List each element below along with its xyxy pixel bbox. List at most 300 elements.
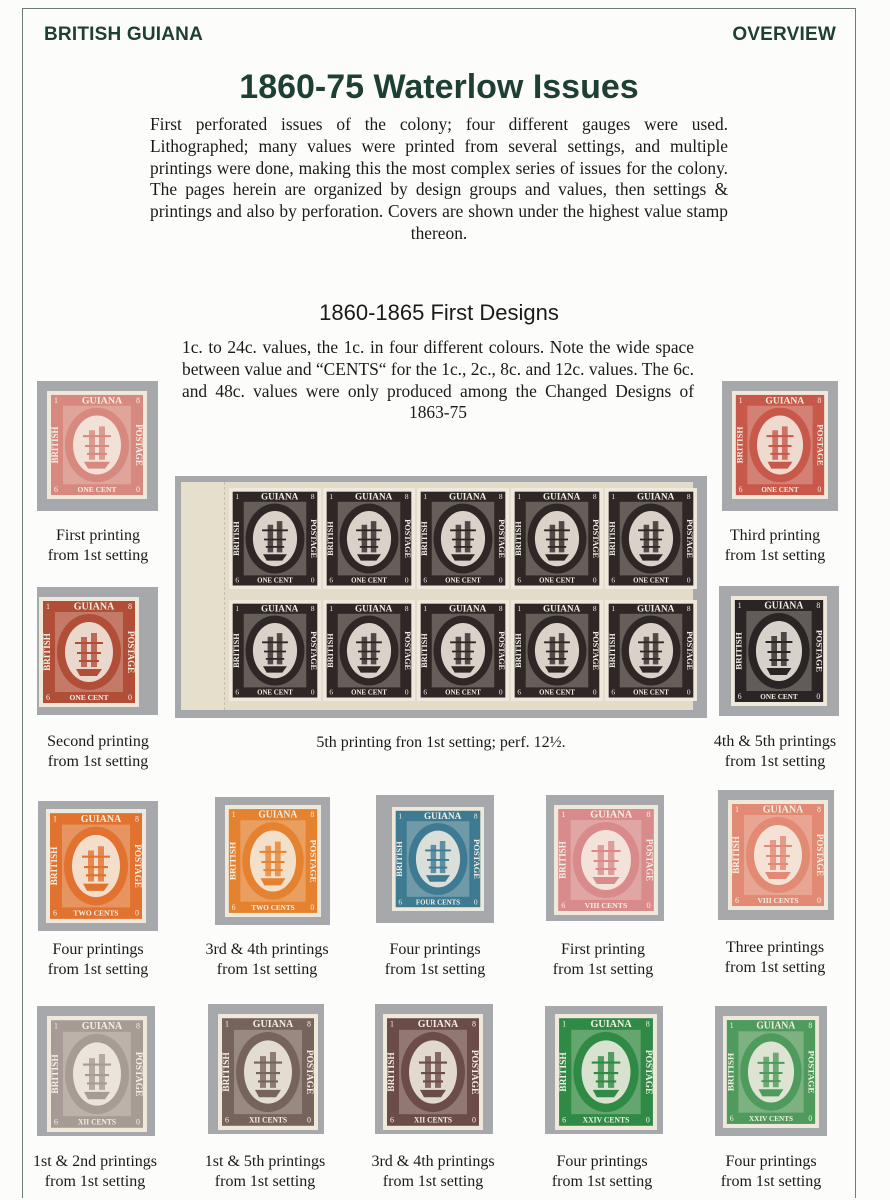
svg-text:1: 1 — [54, 1021, 58, 1031]
svg-text:1: 1 — [562, 1019, 567, 1029]
caption-line: 3rd & 4th printings — [371, 1153, 495, 1170]
stamp-design — [46, 809, 146, 923]
svg-text:0: 0 — [686, 575, 691, 585]
svg-text:8: 8 — [307, 1019, 311, 1029]
caption-line: from 1st setting — [551, 1173, 653, 1190]
svg-text:GUIANA: GUIANA — [354, 603, 393, 614]
svg-text:POSTAGE: POSTAGE — [308, 519, 318, 559]
svg-text:6: 6 — [329, 687, 334, 697]
svg-text:POSTAGE: POSTAGE — [126, 630, 136, 674]
svg-text:6: 6 — [235, 687, 240, 697]
svg-text:XII CENTS: XII CENTS — [413, 1115, 453, 1125]
caption-line: from 1st setting — [724, 753, 826, 770]
svg-text:BRITISH: BRITISH — [227, 841, 238, 881]
block-stamp — [605, 600, 697, 708]
stamp-design — [417, 600, 509, 701]
svg-text:8: 8 — [686, 604, 691, 614]
svg-text:ONE CENT: ONE CENT — [257, 689, 293, 697]
caption-line: Three printings — [725, 939, 825, 956]
svg-text:BRITISH: BRITISH — [514, 521, 524, 556]
caption-line: Four printings — [556, 1153, 648, 1170]
stamp-image — [392, 807, 484, 911]
svg-text:POSTAGE: POSTAGE — [133, 844, 143, 888]
svg-text:6: 6 — [225, 1115, 229, 1125]
svg-text:8: 8 — [472, 1019, 476, 1029]
svg-text:BRITISH: BRITISH — [50, 1054, 60, 1094]
subsection-title: 1860-1865 First Designs — [319, 300, 559, 325]
svg-text:POSTAGE: POSTAGE — [402, 519, 412, 559]
svg-text:GUIANA: GUIANA — [252, 1018, 294, 1031]
svg-text:ONE CENT: ONE CENT — [69, 693, 109, 702]
stamp-block-mount — [175, 476, 707, 718]
stamp-caption — [680, 732, 870, 772]
svg-text:6: 6 — [611, 687, 616, 697]
svg-text:0: 0 — [128, 693, 132, 702]
svg-text:POSTAGE: POSTAGE — [133, 424, 145, 466]
svg-text:POSTAGE: POSTAGE — [590, 519, 600, 559]
caption-line: First printing — [55, 527, 140, 544]
stamp-mount — [722, 381, 838, 511]
caption-line: Second printing — [47, 733, 149, 750]
svg-text:1: 1 — [517, 604, 522, 614]
stamp-image — [383, 1014, 483, 1130]
svg-text:ONE CENT: ONE CENT — [77, 485, 117, 495]
svg-text:POSTAGE: POSTAGE — [402, 631, 412, 671]
svg-text:ONE CENT: ONE CENT — [539, 577, 575, 585]
stamp-caption — [3, 940, 193, 980]
stamp-caption — [680, 526, 870, 566]
caption-line: from 1st setting — [552, 961, 654, 978]
stamp-mount — [376, 795, 494, 923]
svg-text:8: 8 — [592, 604, 597, 614]
caption-line: 1st & 2nd printings — [32, 1153, 157, 1170]
stamp-mount — [718, 790, 834, 920]
stamp-design — [218, 1014, 318, 1130]
svg-text:XXIV CENTS: XXIV CENTS — [749, 1113, 793, 1123]
svg-text:GUIANA: GUIANA — [80, 813, 122, 826]
svg-text:8: 8 — [498, 604, 503, 614]
svg-text:8: 8 — [310, 492, 315, 502]
svg-text:GUIANA: GUIANA — [258, 809, 298, 821]
svg-text:1: 1 — [54, 395, 58, 405]
svg-text:GUIANA: GUIANA — [764, 600, 804, 612]
caption-line: from 1st setting — [47, 753, 149, 770]
caption-line: 3rd & 4th printings — [205, 941, 329, 958]
svg-text:8: 8 — [498, 492, 503, 502]
stamp-image — [46, 809, 146, 923]
svg-text:GUIANA: GUIANA — [636, 491, 675, 502]
svg-text:1: 1 — [231, 810, 236, 820]
svg-text:1: 1 — [517, 492, 522, 502]
stamp-design — [229, 488, 321, 589]
stamp-image — [555, 1014, 657, 1130]
svg-text:8: 8 — [310, 604, 315, 614]
svg-text:0: 0 — [498, 575, 503, 585]
svg-text:GUIANA: GUIANA — [448, 491, 487, 502]
svg-text:BRITISH: BRITISH — [49, 846, 59, 886]
svg-text:GUIANA: GUIANA — [73, 601, 115, 613]
svg-text:BRITISH: BRITISH — [608, 521, 618, 556]
caption-line: First printing — [560, 941, 645, 958]
svg-text:BRITISH: BRITISH — [49, 426, 61, 464]
svg-text:POSTAGE: POSTAGE — [815, 833, 825, 877]
svg-text:0: 0 — [310, 575, 315, 585]
svg-text:XXIV CENTS: XXIV CENTS — [582, 1115, 630, 1125]
svg-text:8: 8 — [404, 604, 409, 614]
svg-text:ONE CENT: ONE CENT — [445, 689, 481, 697]
svg-text:POSTAGE: POSTAGE — [590, 631, 600, 671]
svg-text:ONE CENT: ONE CENT — [257, 577, 293, 585]
stamp-image — [732, 391, 828, 499]
svg-text:6: 6 — [423, 575, 428, 585]
svg-text:ONE CENT: ONE CENT — [633, 577, 669, 585]
svg-text:GUIANA: GUIANA — [590, 1019, 632, 1031]
svg-text:POSTAGE: POSTAGE — [470, 1049, 480, 1095]
svg-text:ONE CENT: ONE CENT — [351, 689, 387, 697]
stamp-design — [47, 1016, 147, 1132]
stamp-design — [225, 805, 321, 917]
svg-text:GUIANA: GUIANA — [354, 491, 393, 502]
caption-line: from 1st setting — [44, 1173, 146, 1190]
block-stamp — [229, 600, 321, 708]
svg-text:ONE CENT: ONE CENT — [445, 577, 481, 585]
stamp-mount — [215, 797, 330, 925]
stamp-image — [225, 805, 321, 917]
stamp-design — [417, 488, 509, 589]
svg-text:TWO CENTS: TWO CENTS — [73, 908, 119, 918]
svg-text:8: 8 — [310, 810, 315, 820]
stamp-mount — [719, 586, 839, 716]
stamp-design — [229, 600, 321, 701]
caption-line: Four printings — [725, 1153, 817, 1170]
stamp-caption — [338, 1152, 528, 1192]
svg-text:BRITISH: BRITISH — [326, 521, 336, 556]
stamp-mount — [545, 1006, 663, 1134]
caption-line: from 1st setting — [47, 547, 149, 564]
block-stamp — [511, 488, 603, 596]
svg-text:6: 6 — [235, 575, 240, 585]
svg-text:1: 1 — [46, 602, 50, 611]
caption-line: from 1st setting — [724, 547, 826, 564]
svg-text:8: 8 — [645, 1019, 650, 1029]
svg-text:6: 6 — [390, 1115, 394, 1125]
svg-text:1: 1 — [738, 395, 743, 405]
svg-text:6: 6 — [329, 575, 334, 585]
svg-text:8: 8 — [404, 492, 409, 502]
svg-text:BRITISH: BRITISH — [232, 521, 242, 556]
stamp-image — [218, 1014, 318, 1130]
sheet-selvage — [181, 482, 225, 710]
svg-text:1: 1 — [235, 604, 240, 614]
svg-text:XII CENTS: XII CENTS — [248, 1115, 288, 1125]
svg-text:POSTAGE: POSTAGE — [644, 838, 655, 882]
block-stamp — [417, 600, 509, 708]
svg-text:6: 6 — [54, 1117, 58, 1127]
caption-line: Third printing — [729, 527, 821, 544]
svg-text:6: 6 — [729, 1113, 734, 1123]
stamp-design — [47, 391, 147, 499]
svg-text:POSTAGE: POSTAGE — [308, 631, 318, 671]
svg-text:GUIANA: GUIANA — [636, 603, 675, 614]
svg-text:1: 1 — [611, 604, 616, 614]
svg-text:FOUR CENTS: FOUR CENTS — [415, 898, 461, 907]
svg-text:0: 0 — [307, 1115, 311, 1125]
stamp-mount — [208, 1004, 324, 1134]
svg-text:0: 0 — [817, 896, 821, 905]
block-stamp — [229, 488, 321, 596]
caption-line: from 1st setting — [724, 959, 826, 976]
stamp-caption — [172, 940, 362, 980]
svg-text:1: 1 — [611, 492, 616, 502]
block-stamp — [511, 600, 603, 708]
stamp-mount — [546, 795, 664, 921]
svg-text:BRITISH: BRITISH — [725, 1052, 736, 1092]
svg-text:VIII CENTS: VIII CENTS — [584, 901, 628, 910]
stamp-caption — [3, 526, 193, 566]
stamp-image — [554, 805, 658, 915]
svg-text:0: 0 — [808, 1113, 813, 1123]
block-caption: 5th printing fron 1st setting; perf. 12½. — [316, 734, 566, 751]
country-heading: BRITISH GUIANA — [44, 24, 204, 45]
stamp-design — [723, 1016, 819, 1128]
stamp-image — [728, 800, 828, 910]
stamp-caption — [507, 1152, 697, 1192]
caption-line: 1st & 5th printings — [204, 1153, 326, 1170]
svg-text:POSTAGE: POSTAGE — [684, 631, 694, 671]
svg-text:ONE CENT: ONE CENT — [760, 691, 798, 702]
svg-text:1: 1 — [53, 814, 57, 824]
svg-text:POSTAGE: POSTAGE — [305, 1049, 315, 1095]
svg-text:1: 1 — [729, 1021, 734, 1031]
svg-text:8: 8 — [817, 805, 821, 814]
svg-text:8: 8 — [592, 492, 597, 502]
block-stamp — [323, 488, 415, 596]
stamp-design — [732, 391, 828, 499]
svg-text:6: 6 — [398, 897, 403, 907]
svg-text:0: 0 — [310, 687, 315, 697]
svg-text:GUIANA: GUIANA — [260, 491, 299, 502]
svg-text:1: 1 — [235, 492, 240, 502]
stamp-image — [47, 1016, 147, 1132]
svg-text:6: 6 — [561, 901, 566, 910]
stamp-caption — [508, 940, 698, 980]
caption-line: from 1st setting — [216, 961, 318, 978]
block-stamp — [323, 600, 415, 708]
svg-text:VIII CENTS: VIII CENTS — [757, 896, 799, 905]
intro-text: First perforated issues of the colony; four different gauges were used. Lithographed; many values were printed from several settings, and multiple printings were done, making this the most complex series of issues for the colony. The pages herein are organized by design groups and values, then settings & printings and also by perforation. Covers are shown under the highest value stamp thereon. — [150, 114, 728, 243]
svg-text:GUIANA: GUIANA — [260, 603, 299, 614]
svg-text:BRITISH: BRITISH — [42, 633, 52, 671]
stamp-design — [511, 600, 603, 701]
svg-text:GUIANA: GUIANA — [81, 395, 123, 407]
stamp-caption — [676, 1152, 866, 1192]
svg-text:0: 0 — [686, 687, 691, 697]
stamp-block — [181, 482, 693, 710]
svg-text:6: 6 — [735, 896, 739, 905]
svg-text:BRITISH: BRITISH — [733, 632, 744, 670]
svg-text:6: 6 — [611, 575, 616, 585]
svg-text:POSTAGE: POSTAGE — [471, 839, 481, 879]
svg-text:0: 0 — [136, 485, 140, 495]
stamp-caption — [340, 940, 530, 980]
svg-text:GUIANA: GUIANA — [756, 1020, 796, 1032]
svg-text:8: 8 — [473, 811, 478, 821]
svg-text:POSTAGE: POSTAGE — [496, 631, 506, 671]
svg-text:POSTAGE: POSTAGE — [814, 629, 825, 673]
stamp-design — [554, 805, 658, 915]
stamp-image — [47, 391, 147, 499]
section-heading: OVERVIEW — [732, 24, 836, 45]
svg-text:BRITISH: BRITISH — [557, 841, 568, 879]
stamp-caption — [680, 938, 870, 978]
svg-text:GUIANA: GUIANA — [762, 804, 804, 816]
svg-text:BRITISH: BRITISH — [420, 521, 430, 556]
svg-text:0: 0 — [135, 908, 139, 918]
stamp-design — [383, 1014, 483, 1130]
svg-text:GUIANA: GUIANA — [423, 811, 462, 822]
svg-text:6: 6 — [517, 687, 522, 697]
svg-text:8: 8 — [646, 810, 651, 819]
svg-text:1: 1 — [735, 805, 739, 814]
stamp-design — [731, 596, 827, 706]
stamp-mount — [715, 1006, 827, 1136]
svg-text:0: 0 — [404, 575, 409, 585]
block-stamp — [417, 488, 509, 596]
caption-line: Four printings — [52, 941, 144, 958]
svg-text:BRITISH: BRITISH — [420, 633, 430, 668]
svg-text:1: 1 — [225, 1019, 229, 1029]
svg-text:BRITISH: BRITISH — [608, 633, 618, 668]
svg-text:1: 1 — [329, 492, 334, 502]
svg-text:8: 8 — [816, 600, 821, 611]
svg-text:0: 0 — [136, 1117, 140, 1127]
svg-text:ONE CENT: ONE CENT — [761, 486, 799, 495]
svg-text:BRITISH: BRITISH — [326, 633, 336, 668]
stamp-design — [728, 800, 828, 910]
svg-text:8: 8 — [136, 1021, 140, 1031]
svg-text:0: 0 — [472, 1115, 476, 1125]
svg-text:POSTAGE: POSTAGE — [815, 424, 826, 466]
caption-line: Four printings — [389, 941, 481, 958]
stamp-mount — [37, 381, 158, 511]
svg-text:0: 0 — [646, 901, 651, 910]
caption-line: from 1st setting — [47, 961, 149, 978]
svg-text:ONE CENT: ONE CENT — [539, 689, 575, 697]
stamp-mount — [37, 1006, 155, 1136]
caption-line: from 1st setting — [720, 1173, 822, 1190]
svg-text:8: 8 — [808, 1021, 813, 1031]
svg-text:6: 6 — [738, 485, 743, 495]
svg-text:8: 8 — [128, 602, 132, 611]
stamp-design — [323, 600, 415, 701]
svg-text:1: 1 — [561, 810, 566, 819]
svg-text:0: 0 — [816, 691, 821, 702]
stamp-image — [39, 597, 139, 707]
stamp-mount — [375, 1004, 493, 1134]
svg-text:0: 0 — [817, 485, 822, 495]
svg-text:XII CENTS: XII CENTS — [77, 1117, 117, 1127]
svg-text:1: 1 — [329, 604, 334, 614]
stamp-image — [731, 596, 827, 706]
svg-text:1: 1 — [398, 811, 403, 821]
stamp-caption — [170, 1152, 360, 1192]
svg-text:0: 0 — [645, 1115, 650, 1125]
svg-text:6: 6 — [231, 902, 236, 912]
svg-text:6: 6 — [517, 575, 522, 585]
svg-text:6: 6 — [423, 687, 428, 697]
stamp-design — [511, 488, 603, 589]
subsection-text: 1c. to 24c. values, the 1c. in four different colours. Note the wide space between value and “CENTS“ for the 1c., 2c., 8c. and 12c. values. The 6c. and 48c. values were only produced among the Changed Designs of 1863-75 — [182, 337, 694, 423]
svg-text:GUIANA: GUIANA — [448, 603, 487, 614]
stamp-design — [392, 807, 484, 911]
svg-text:BRITISH: BRITISH — [221, 1052, 231, 1092]
svg-text:0: 0 — [404, 687, 409, 697]
svg-text:6: 6 — [54, 485, 58, 495]
svg-text:0: 0 — [592, 575, 597, 585]
svg-text:8: 8 — [136, 395, 140, 405]
svg-text:1: 1 — [423, 604, 428, 614]
svg-text:POSTAGE: POSTAGE — [642, 1049, 653, 1095]
svg-text:BRITISH: BRITISH — [734, 426, 745, 464]
page-title: 1860-75 Waterlow Issues — [239, 68, 639, 106]
svg-text:ONE CENT: ONE CENT — [351, 577, 387, 585]
svg-text:6: 6 — [562, 1115, 567, 1125]
svg-text:6: 6 — [46, 693, 50, 702]
stamp-caption — [3, 732, 193, 772]
svg-text:GUIANA: GUIANA — [542, 603, 581, 614]
svg-text:1: 1 — [390, 1019, 394, 1029]
svg-text:GUIANA: GUIANA — [765, 395, 805, 407]
caption-line: 4th & 5th printings — [713, 733, 837, 750]
svg-text:TWO CENTS: TWO CENTS — [251, 902, 295, 912]
svg-text:BRITISH: BRITISH — [232, 633, 242, 668]
stamp-design — [323, 488, 415, 589]
svg-text:POSTAGE: POSTAGE — [496, 519, 506, 559]
stamp-design — [555, 1014, 657, 1130]
svg-text:BRITISH: BRITISH — [731, 836, 741, 874]
svg-text:8: 8 — [817, 395, 822, 405]
svg-text:BRITISH: BRITISH — [514, 633, 524, 668]
stamp-design — [605, 600, 697, 701]
svg-text:BRITISH: BRITISH — [386, 1052, 396, 1092]
svg-text:BRITISH: BRITISH — [559, 1052, 570, 1092]
svg-text:GUIANA: GUIANA — [81, 1020, 123, 1033]
caption-line: from 1st setting — [384, 961, 486, 978]
svg-text:POSTAGE: POSTAGE — [308, 839, 319, 883]
svg-text:1: 1 — [423, 492, 428, 502]
stamp-mount — [38, 801, 158, 931]
stamp-image — [723, 1016, 819, 1128]
svg-text:GUIANA: GUIANA — [417, 1018, 459, 1031]
svg-text:0: 0 — [498, 687, 503, 697]
svg-text:8: 8 — [686, 492, 691, 502]
svg-text:0: 0 — [473, 897, 478, 907]
svg-text:POSTAGE: POSTAGE — [806, 1050, 817, 1094]
stamp-mount — [37, 587, 158, 715]
svg-text:1: 1 — [737, 600, 742, 611]
stamp-design — [39, 597, 139, 707]
caption-line: from 1st setting — [214, 1173, 316, 1190]
stamp-caption — [0, 1152, 190, 1192]
svg-text:POSTAGE: POSTAGE — [134, 1051, 144, 1097]
svg-text:GUIANA: GUIANA — [590, 809, 633, 821]
svg-text:POSTAGE: POSTAGE — [684, 519, 694, 559]
svg-text:8: 8 — [135, 814, 139, 824]
svg-text:ONE CENT: ONE CENT — [633, 689, 669, 697]
svg-text:0: 0 — [592, 687, 597, 697]
svg-text:0: 0 — [310, 902, 315, 912]
svg-text:6: 6 — [53, 908, 57, 918]
